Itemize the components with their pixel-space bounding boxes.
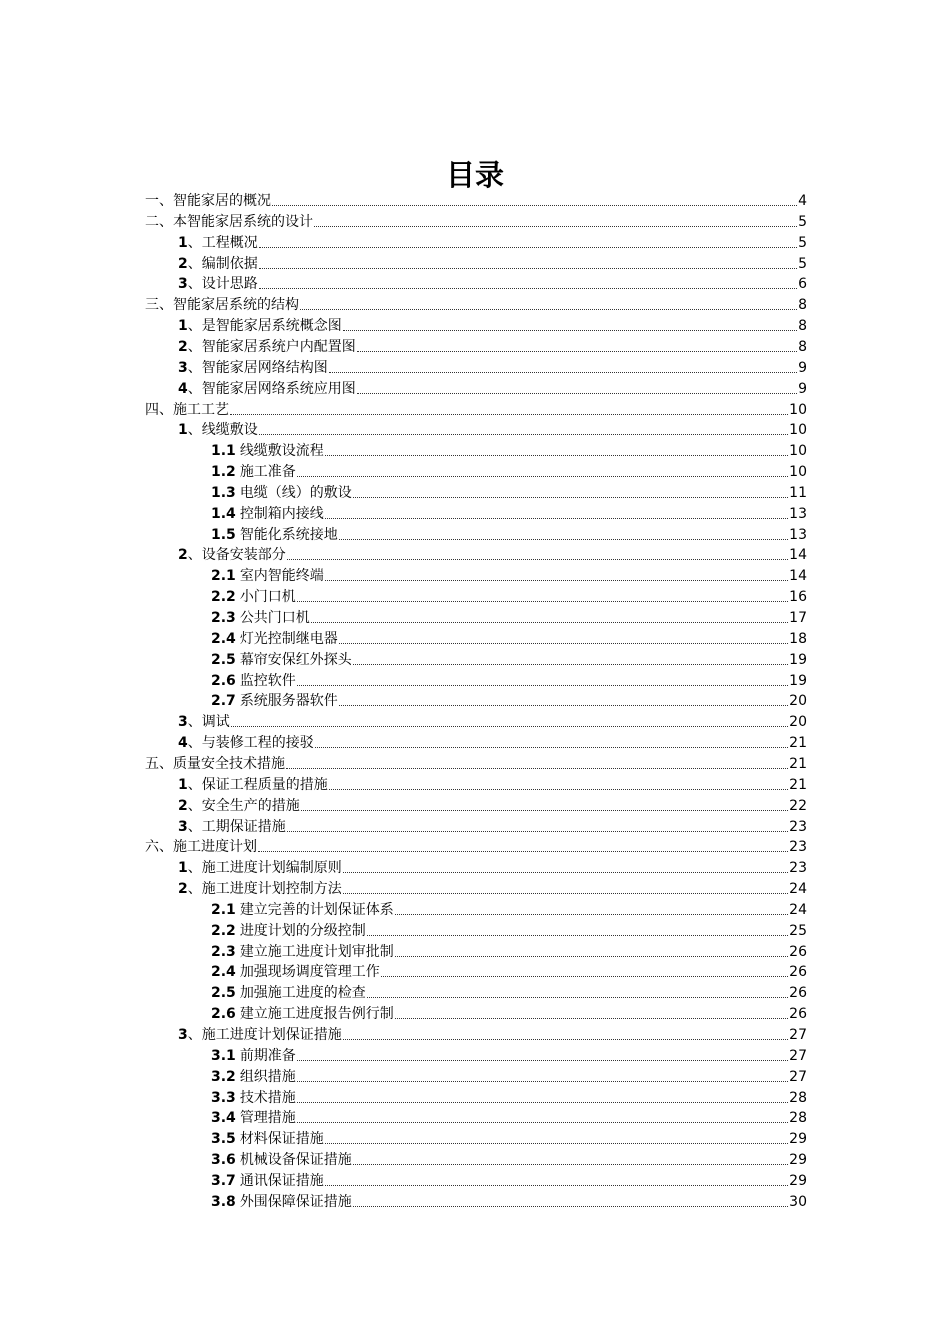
toc-entry-page-number: 8 [798,338,807,355]
toc-entry[interactable] [211,941,807,961]
toc-entry[interactable] [211,565,807,585]
toc-entry-title: 灯光控制继电器 [239,630,338,647]
toc-entry-number: 3.4 [211,1110,236,1127]
toc-entry-title: 公共门口机 [239,610,310,626]
toc-dot-leader [395,914,788,915]
toc-entry-number: 2 [178,881,188,898]
toc-entry-title: 、工程概况 [187,234,258,251]
toc-entry-title: 加强现场调度管理工作 [239,964,380,981]
toc-entry-number: 2.3 [211,610,236,626]
toc-entry-title: 外围保障保证措施 [239,1193,352,1210]
toc-entry[interactable] [211,628,807,648]
toc-entry-number: 1.4 [211,505,236,522]
toc-dot-leader [297,685,788,686]
toc-entry-page-number: 23 [789,818,807,835]
toc-entry-page-number: 18 [789,630,807,647]
toc-entry-title: 、与装修工程的接驳 [187,735,314,752]
toc-entry-title: 控制箱内接线 [239,505,324,522]
toc-entry-title: 、工期保证措施 [187,818,286,835]
toc-entry-title: 管理措施 [239,1110,296,1127]
toc-dot-leader [367,997,788,998]
toc-entry-page-number: 30 [789,1193,807,1210]
toc-dot-leader [353,664,788,665]
toc-dot-leader [272,205,797,206]
toc-entry-title: 技术措施 [239,1089,296,1106]
toc-entry-title: 二、本智能家居系统的设计 [145,213,313,230]
toc-dot-leader [258,851,788,852]
toc-dot-leader [367,935,788,936]
toc-entry-number: 4 [178,380,188,397]
toc-dot-leader [259,434,788,435]
toc-dot-leader [343,893,788,894]
toc-entry-page-number: 14 [789,547,807,564]
toc-entry-page-number: 21 [789,776,807,793]
toc-entry[interactable] [211,461,807,481]
toc-dot-leader [311,622,788,623]
toc-dot-leader [353,1206,788,1207]
toc-entry-title: 建立施工进度计划审批制 [239,943,394,960]
page-title: 目录 [445,158,504,192]
toc-entry-number: 1.1 [211,443,236,460]
toc-entry[interactable] [178,419,807,439]
toc-entry-number: 3.1 [211,1047,236,1064]
toc-entry-title: 进度计划的分级控制 [239,922,366,939]
toc-entry-title: 、施工进度计划控制方法 [187,881,342,898]
toc-entry-number: 1.2 [211,464,236,481]
toc-entry-page-number: 14 [789,568,807,585]
toc-entry[interactable] [178,795,807,815]
toc-entry-number: 1 [178,776,188,793]
toc-entry[interactable] [178,544,807,564]
toc-entry-number: 3.7 [211,1172,236,1189]
toc-entry[interactable] [178,1024,807,1044]
toc-entry-page-number: 29 [789,1131,807,1148]
toc-entry-title: 五、质量安全技术措施 [145,755,285,772]
toc-dot-leader [343,872,788,873]
toc-entry-title: 加强施工进度的检查 [239,985,366,1002]
toc-entry[interactable] [211,1003,807,1023]
toc-entry[interactable] [211,524,807,544]
toc-entry[interactable] [211,1087,807,1107]
toc-entry[interactable] [211,1066,807,1086]
toc-entry-number: 3.3 [211,1089,236,1106]
toc-entry-page-number: 5 [798,213,807,230]
toc-dot-leader [230,414,788,415]
toc-entry-page-number: 10 [789,443,807,460]
toc-entry-page-number: 24 [789,881,807,898]
toc-entry-page-number: 10 [789,422,807,439]
toc-dot-leader [287,559,788,560]
toc-entry-page-number: 22 [789,797,807,814]
toc-entry-title: 监控软件 [239,672,296,689]
toc-dot-leader [343,330,797,331]
toc-entry-page-number: 8 [798,318,807,335]
toc-entry-page-number: 28 [789,1110,807,1127]
toc-entry-page-number: 21 [789,755,807,772]
toc-entry-title: 组织措施 [239,1068,296,1085]
toc-entry-number: 4 [178,735,188,752]
toc-dot-leader [259,247,797,248]
toc-entry-number: 3 [178,276,188,293]
toc-entry-title: 四、施工工艺 [145,401,229,418]
toc-dot-leader [301,810,788,811]
toc-entry[interactable] [211,1170,807,1190]
toc-entry-page-number: 9 [798,380,807,397]
toc-dot-leader [259,288,797,289]
toc-entry-title: 、施工进度计划保证措施 [187,1027,342,1043]
toc-dot-leader [297,1122,788,1123]
toc-entry-number: 2.7 [211,693,236,710]
toc-entry-page-number: 21 [789,735,807,752]
toc-entry-number: 3 [178,714,188,731]
toc-entry-page-number: 26 [789,943,807,960]
toc-entry-number: 1 [178,860,188,877]
toc-entry[interactable] [145,190,807,210]
toc-entry-page-number: 10 [789,464,807,481]
toc-entry-page-number: 17 [789,610,807,626]
toc-entry-page-number: 24 [789,901,807,918]
toc-entry-number: 2.5 [211,985,236,1002]
toc-dot-leader [297,476,788,477]
toc-entry-number: 1.5 [211,526,236,543]
toc-entry-page-number: 28 [789,1089,807,1106]
toc-entry[interactable] [211,1191,807,1211]
toc-entry-number: 1.3 [211,484,236,501]
toc-dot-leader [395,956,788,957]
toc-dot-leader [325,518,788,519]
toc-entry[interactable] [211,607,807,627]
toc-dot-leader [315,747,788,748]
toc-entry-title: 一、智能家居的概况 [145,193,271,209]
toc-entry[interactable] [211,503,807,523]
toc-entry[interactable] [145,294,807,314]
toc-entry-page-number: 20 [789,714,807,731]
toc-dot-leader [357,351,797,352]
toc-entry-title: 、调试 [187,714,230,731]
toc-entry-number: 3 [178,818,188,835]
toc-entry-page-number: 23 [789,860,807,877]
toc-entry-title: 室内智能终端 [239,568,324,585]
toc-entry[interactable] [211,961,807,981]
toc-entry-page-number: 11 [789,484,807,501]
toc-entry[interactable] [178,816,807,836]
toc-entry-title: 、线缆敷设 [187,422,258,439]
toc-entry[interactable] [178,253,807,273]
toc-entry-number: 3 [178,359,188,376]
toc-entry-number: 1 [178,234,188,251]
toc-entry[interactable] [211,440,807,460]
toc-entry-title: 、设备安装部分 [187,547,286,564]
toc-entry-number: 2.5 [211,651,236,668]
toc-entry[interactable] [145,399,807,419]
toc-entry-page-number: 16 [789,589,807,606]
toc-entry-title: 、是智能家居系统概念图 [187,318,342,335]
toc-entry-number: 2.6 [211,672,236,689]
toc-entry-title: 小门口机 [239,589,296,606]
toc-entry-title: 、编制依据 [187,255,258,272]
toc-entry-title: 智能化系统接地 [239,526,338,543]
toc-entry[interactable] [145,211,807,231]
toc-entry-number: 2.2 [211,589,236,606]
toc-dot-leader [357,393,797,394]
toc-dot-leader [329,789,788,790]
toc-dot-leader [325,1185,788,1186]
toc-entry-title: 、保证工程质量的措施 [187,776,328,793]
toc-entry-page-number: 20 [789,693,807,710]
toc-entry[interactable] [211,1128,807,1148]
toc-entry-title: 、智能家居系统户内配置图 [187,338,356,355]
toc-entry-number: 1 [178,318,188,335]
toc-dot-leader [325,1143,788,1144]
toc-entry-number: 2 [178,797,188,814]
toc-dot-leader [300,309,797,310]
toc-entry-page-number: 29 [789,1152,807,1169]
toc-entry-page-number: 10 [789,401,807,418]
toc-entry-page-number: 26 [789,964,807,981]
toc-dot-leader [259,268,797,269]
toc-entry-page-number: 27 [789,1047,807,1064]
toc-entry-page-number: 19 [789,651,807,668]
toc-entry[interactable] [178,336,807,356]
toc-entry-title: 、施工进度计划编制原则 [187,860,342,877]
toc-entry[interactable] [211,586,807,606]
toc-entry-number: 2.6 [211,1006,236,1023]
toc-entry-title: 三、智能家居系统的结构 [145,297,299,314]
toc-entry-number: 2.4 [211,964,236,981]
toc-dot-leader [339,643,788,644]
toc-dot-leader [343,1039,788,1040]
toc-entry[interactable] [211,982,807,1002]
toc-entry-title: 幕帘安保红外探头 [239,651,352,668]
toc-dot-leader [325,455,788,456]
toc-entry-title: 建立施工进度报告例行制 [239,1006,394,1023]
toc-entry-title: 机械设备保证措施 [239,1152,352,1169]
toc-dot-leader [287,831,788,832]
toc-entry-page-number: 8 [798,297,807,314]
toc-entry-page-number: 19 [789,672,807,689]
toc-entry-page-number: 25 [789,922,807,939]
toc-dot-leader [325,580,788,581]
toc-entry[interactable] [178,273,807,293]
toc-entry[interactable] [211,1107,807,1127]
toc-entry[interactable] [178,711,807,731]
toc-entry-number: 2 [178,255,188,272]
toc-entry-number: 3.8 [211,1193,236,1210]
toc-entry-page-number: 29 [789,1172,807,1189]
toc-entry-number: 2.1 [211,901,236,918]
toc-entry-title: 线缆敷设流程 [239,443,324,460]
toc-entry-number: 2 [178,338,188,355]
toc-entry-title: 系统服务器软件 [239,693,338,710]
toc-entry-page-number: 4 [798,193,807,209]
toc-entry-page-number: 13 [789,505,807,522]
toc-entry-number: 2.4 [211,630,236,647]
toc-entry-title: 、智能家居网络结构图 [187,359,328,376]
toc-entry-page-number: 27 [789,1027,807,1043]
toc-entry-title: 电缆（线）的敷设 [239,484,352,501]
toc-dot-leader [339,705,788,706]
toc-entry[interactable] [211,690,807,710]
toc-dot-leader [381,976,788,977]
toc-entry[interactable] [211,670,807,690]
toc-entry[interactable] [178,357,807,377]
toc-entry-page-number: 23 [789,839,807,856]
toc-dot-leader [286,768,788,769]
toc-entry[interactable] [211,482,807,502]
toc-entry-number: 2 [178,547,188,564]
toc-entry-page-number: 26 [789,985,807,1002]
toc-entry-number: 3.6 [211,1152,236,1169]
toc-entry[interactable] [211,1045,807,1065]
toc-entry-number: 3 [178,1027,188,1043]
toc-entry-title: 施工准备 [239,464,296,481]
toc-entry-title: 、智能家居网络系统应用图 [187,380,356,397]
toc-entry-title: 、安全生产的措施 [187,797,300,814]
toc-entry-number: 2.2 [211,922,236,939]
toc-dot-leader [297,1102,788,1103]
toc-entry[interactable] [178,732,807,752]
toc-entry[interactable] [178,774,807,794]
toc-entry[interactable] [178,857,807,877]
toc-dot-leader [353,497,788,498]
toc-entry-title: 材料保证措施 [239,1131,324,1148]
toc-entry-page-number: 5 [798,255,807,272]
toc-entry-title: 建立完善的计划保证体系 [239,901,394,918]
toc-entry-number: 3.5 [211,1131,236,1148]
toc-dot-leader [339,539,788,540]
toc-entry-number: 2.1 [211,568,236,585]
toc-dot-leader [297,601,788,602]
toc-dot-leader [395,1018,788,1019]
toc-dot-leader [231,726,788,727]
toc-entry-title: 通讯保证措施 [239,1172,324,1189]
toc-entry-page-number: 27 [789,1068,807,1085]
toc-entry[interactable] [178,378,807,398]
toc-entry-page-number: 6 [798,276,807,293]
toc-dot-leader [314,226,797,227]
toc-dot-leader [329,372,797,373]
toc-entry-page-number: 13 [789,526,807,543]
toc-entry-page-number: 5 [798,234,807,251]
toc-entry[interactable] [211,920,807,940]
toc-dot-leader [297,1060,788,1061]
toc-entry[interactable] [211,1149,807,1169]
toc-entry[interactable] [178,315,807,335]
toc-entry-title: 、设计思路 [187,276,258,293]
toc-entry[interactable] [211,649,807,669]
toc-entry-page-number: 26 [789,1006,807,1023]
toc-entry[interactable] [178,232,807,252]
toc-entry-title: 前期准备 [239,1047,296,1064]
toc-entry[interactable] [145,753,807,773]
toc-dot-leader [353,1164,788,1165]
toc-entry-title: 六、施工进度计划 [145,839,257,856]
toc-entry-number: 1 [178,422,188,439]
toc-entry[interactable] [145,836,807,856]
toc-entry[interactable] [178,878,807,898]
toc-entry-number: 2.3 [211,943,236,960]
toc-dot-leader [297,1081,788,1082]
toc-entry[interactable] [211,899,807,919]
toc-entry-page-number: 9 [798,359,807,376]
toc-entry-number: 3.2 [211,1068,236,1085]
